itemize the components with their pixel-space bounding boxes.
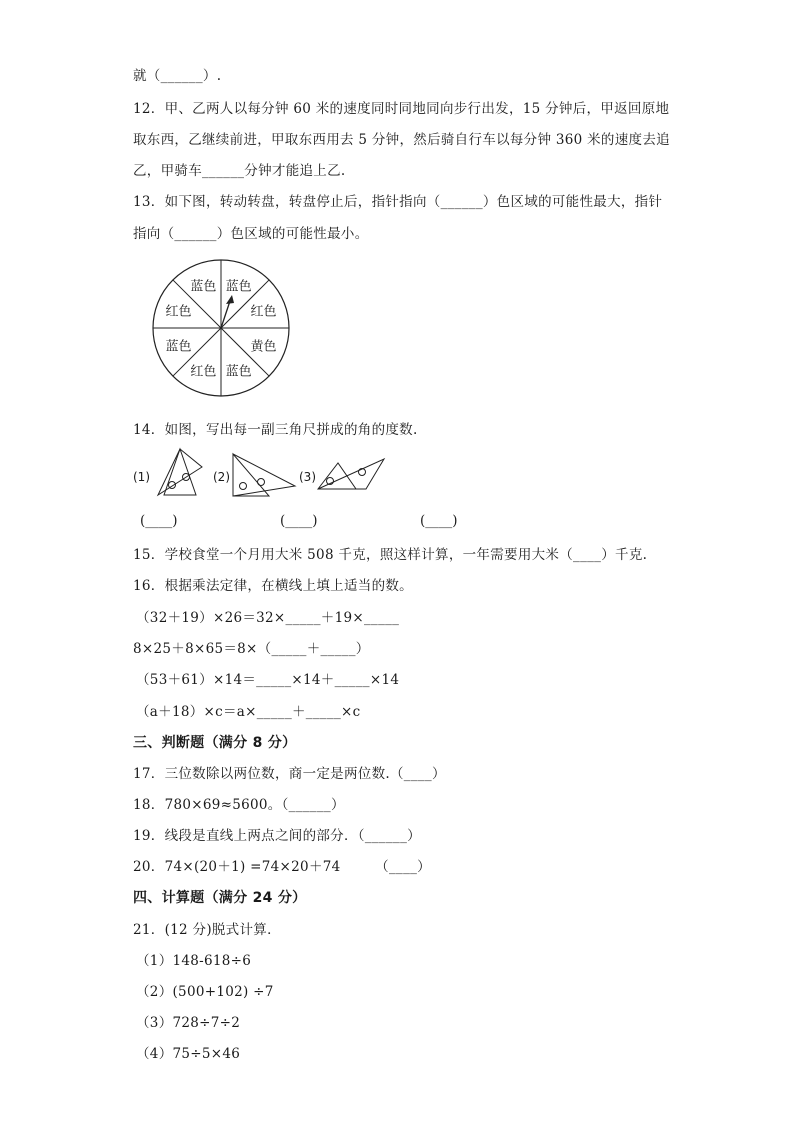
question-17: 17．三位数除以两位数，商一定是两位数.（____） <box>133 766 446 782</box>
spinner-wheel <box>153 260 289 396</box>
triangle-figure-2 <box>229 450 299 504</box>
question-16: 16．根据乘法定律，在横线上填上适当的数。 <box>133 578 413 594</box>
spinner-sector-label: 红色 <box>190 364 217 380</box>
spinner-sector-label: 蓝色 <box>225 279 252 295</box>
question-13-line-1: 13．如下图，转动转盘，转盘停止后，指针指向（______）色区域的可能性最大，指针 <box>133 194 663 210</box>
triangle-figure-1 <box>150 447 210 506</box>
triangle-answer-1[interactable]: (____) <box>140 513 178 529</box>
spinner-sector-label: 红色 <box>250 304 277 320</box>
question-12-line-2: 取东西，乙继续前进，甲取东西用去 5 分钟，然后骑自行车以每分钟 360 米的速度去追 <box>133 132 670 148</box>
question-14: 14．如图，写出每一副三角尺拼成的角的度数. <box>133 422 418 438</box>
spinner-sector-label: 红色 <box>165 304 192 320</box>
section-4-heading: 四、计算题（满分 24 分） <box>133 890 307 906</box>
triangle-label-2: (2) <box>213 470 230 484</box>
triangle-answer-3[interactable]: (____) <box>420 513 458 529</box>
spinner-pointer-head <box>226 295 234 304</box>
triangle-label-3: (3) <box>299 470 316 484</box>
question-16-item-4: （a＋18）×c＝a×_____＋_____×c <box>136 704 361 720</box>
question-12-line-1: 12．甲、乙两人以每分钟 60 米的速度同时同地同向步行出发，15 分钟后，甲返回原地 <box>133 101 670 117</box>
question-21-item-3: （3）728÷7÷2 <box>136 1015 241 1031</box>
question-12-line-3: 乙，甲骑车______分钟才能追上乙. <box>133 163 346 179</box>
question-16-item-3: （53＋61）×14＝_____×14＋_____×14 <box>136 672 400 688</box>
question-21-item-4: （4）75÷5×46 <box>136 1046 241 1062</box>
triangle-figure-3 <box>316 455 388 499</box>
spinner-sector-label: 蓝色 <box>190 279 217 295</box>
question-18: 18．780×69≈5600。（______） <box>133 797 345 813</box>
question-21: 21．(12 分)脱式计算． <box>133 922 281 938</box>
question-21-item-2: （2）(500+102) ÷7 <box>136 984 274 1000</box>
spinner-figure <box>151 258 291 402</box>
triangle-answer-2[interactable]: (____) <box>280 513 318 529</box>
spinner-sector-label: 黄色 <box>250 339 277 355</box>
question-20: 20．74×(20＋1) =74×20＋74 （____） <box>133 859 431 875</box>
question-16-item-1: （32＋19）×26＝32×_____＋19×_____ <box>136 610 400 626</box>
line-continuation: 就（______）. <box>133 68 222 84</box>
question-13-line-2: 指向（______）色区域的可能性最小。 <box>133 226 369 242</box>
question-19: 19．线段是直线上两点之间的部分．（______） <box>133 828 421 844</box>
question-16-item-2: 8×25＋8×65＝8×（_____＋_____） <box>133 641 370 657</box>
spinner-sector-label: 蓝色 <box>165 339 192 355</box>
question-15: 15．学校食堂一个月用大米 508 千克，照这样计算，一年需要用大米（____）千克. <box>133 547 648 563</box>
section-3-heading: 三、判断题（满分 8 分） <box>133 735 297 751</box>
spinner-sector-label: 蓝色 <box>225 364 252 380</box>
triangle-label-1: (1) <box>133 470 150 484</box>
question-21-item-1: （1）148-618÷6 <box>136 953 252 969</box>
